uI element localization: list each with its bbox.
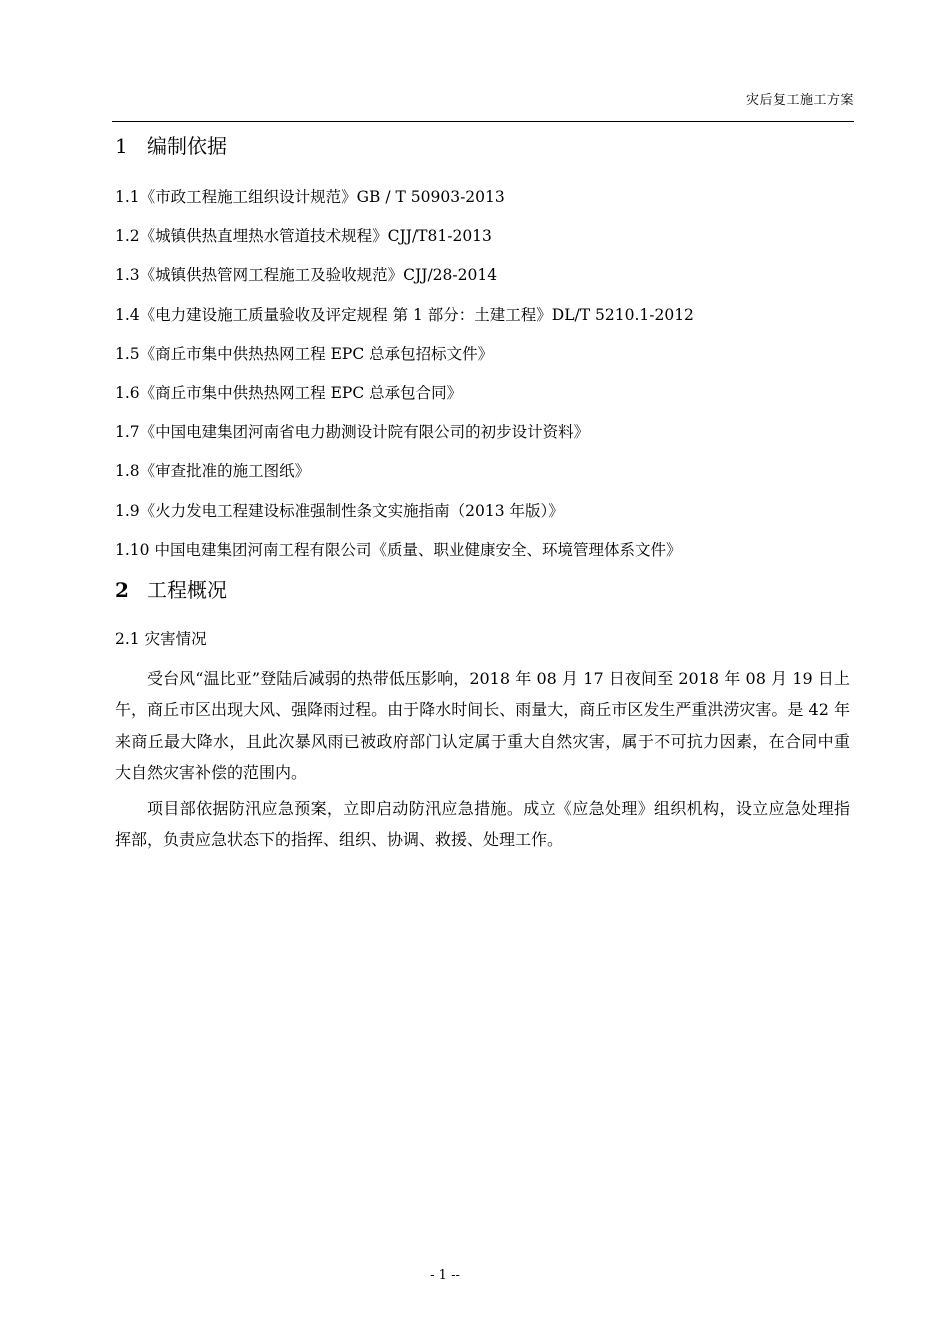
section-number: 1 xyxy=(115,134,128,158)
list-item: 1.4《电力建设施工质量验收及评定规程 第 1 部分：土建工程》DL/T 5210.1-2012 xyxy=(115,305,694,324)
subsection-heading: 2.1 灾害情况 xyxy=(115,629,207,648)
running-header: 灾后复工施工方案 xyxy=(745,93,854,108)
list-item: 1.9《火力发电工程建设标准强制性条文实施指南（2013 年版）》 xyxy=(115,501,564,520)
section-heading-1 xyxy=(115,128,850,164)
section-number: 2 xyxy=(115,577,129,602)
paragraph: 受台风“温比亚”登陆后减弱的热带低压影响，2018 年 08 月 17 日夜间至 2018 年 08 月 19 日上午，商丘市区出现大风、强降雨过程。由于降水时间长、雨量大，商丘市区发生严重洪涝灾害。是 42 年来商丘最大降水，且此次暴风雨已被政府部门认定属于重大自然灾害，属于不可抗力因素，在合同中重大自然灾害补偿的范围内。 xyxy=(115,668,850,783)
section-title: 编制依据 xyxy=(147,134,227,158)
page-number: - 1 -- xyxy=(430,1268,460,1283)
section-title: 工程概况 xyxy=(147,577,227,602)
list-item: 1.1《市政工程施工组织设计规范》GB / T 50903-2013 xyxy=(115,188,505,206)
list-item: 1.3《城镇供热管网工程施工及验收规范》CJJ/28-2014 xyxy=(115,266,498,285)
reference-list xyxy=(115,178,850,570)
list-item: 1.6《商丘市集中供热热网工程 EPC 总承包合同》 xyxy=(115,383,463,402)
list-item: 1.8《审查批准的施工图纸》 xyxy=(115,462,311,481)
paragraph: 项目部依据防汛应急预案，立即启动防汛应急措施。成立《应急处理》组织机构，设立应急处理指挥部，负责应急状态下的指挥、组织、协调、救援、处理工作。 xyxy=(115,798,850,850)
list-item: 1.5《商丘市集中供热热网工程 EPC 总承包招标文件》 xyxy=(115,344,494,363)
section-heading-2 xyxy=(115,572,850,608)
list-item: 1.7《中国电建集团河南省电力勘测设计院有限公司的初步设计资料》 xyxy=(115,423,590,442)
document-body xyxy=(115,128,850,856)
list-item: 1.10 中国电建集团河南工程有限公司《质量、职业健康安全、环境管理体系文件》 xyxy=(115,540,682,559)
header-rule xyxy=(112,121,854,122)
list-item: 1.2《城镇供热直埋热水管道技术规程》CJJ/T81-2013 xyxy=(115,227,492,246)
